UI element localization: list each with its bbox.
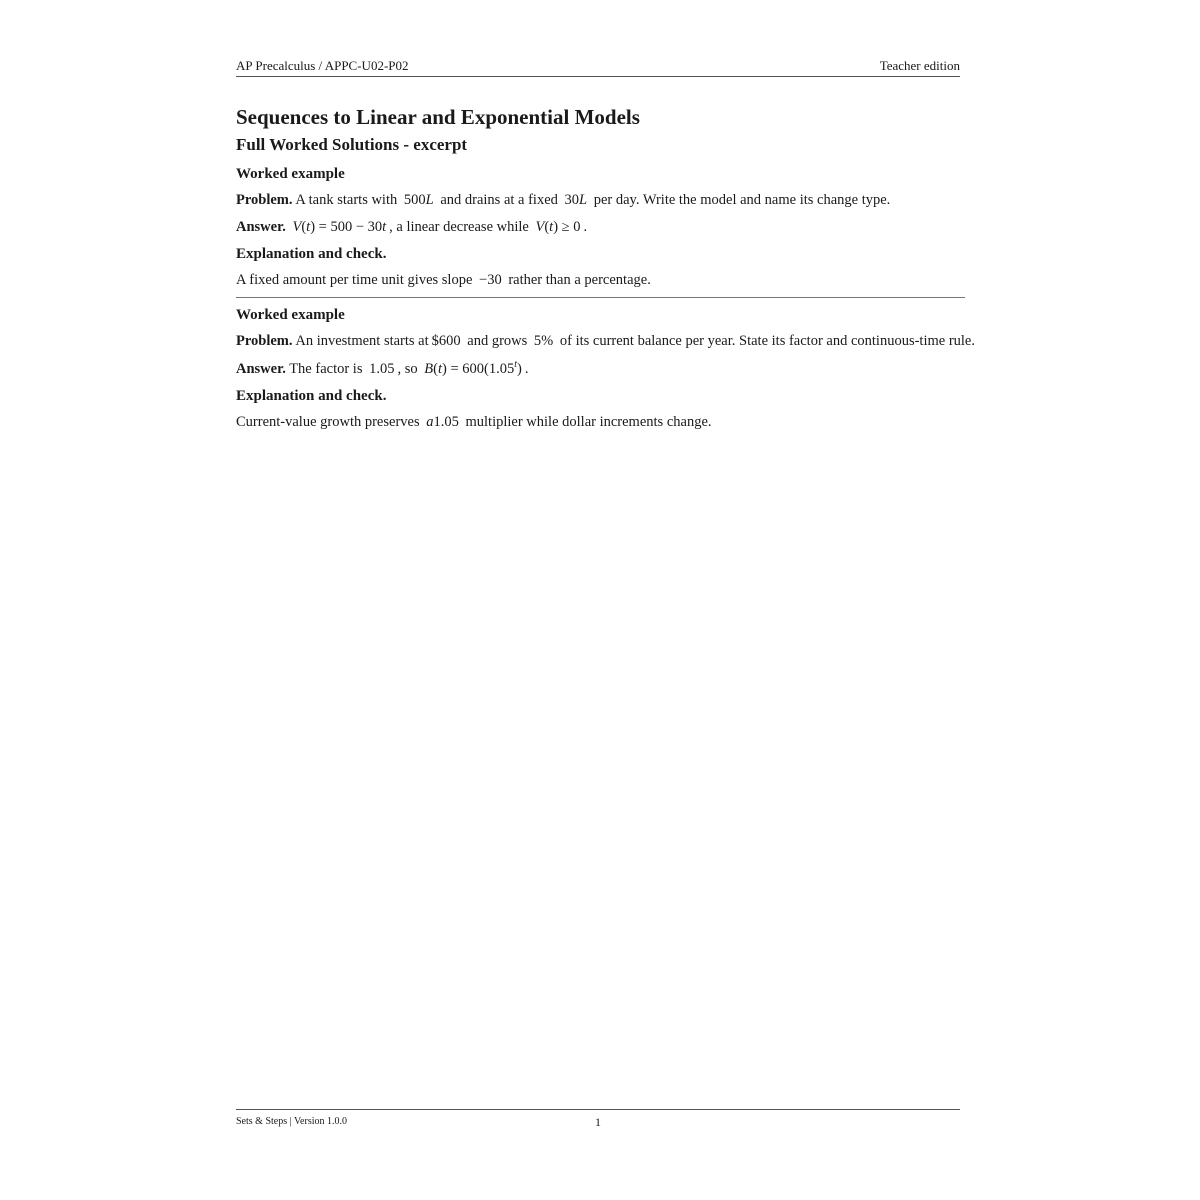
edition-label: Teacher edition — [879, 58, 960, 73]
problem-statement — [236, 331, 975, 352]
math-initial-volume: 500L — [403, 192, 434, 209]
answer-text: , a linear decrease while — [389, 219, 529, 236]
math-growth-factor: 1.05 — [369, 361, 395, 378]
explanation-text — [236, 270, 971, 291]
math-domain-condition: V(t) ≥ 0 — [535, 219, 581, 236]
answer-label: Answer. — [236, 361, 286, 378]
footer-version: Sets & Steps | Version 1.0.0 — [236, 1116, 347, 1127]
problem-text: An investment starts at — [295, 333, 429, 350]
answer-label: Answer. — [236, 219, 286, 236]
problem-label: Problem. — [236, 333, 293, 350]
page-number: 1 — [595, 1115, 601, 1129]
problem-text: and drains at a fixed — [440, 192, 558, 209]
worked-example-1 — [236, 164, 971, 291]
math-growth-rate: 5% — [533, 333, 554, 350]
worked-example-2 — [236, 305, 975, 433]
explanation-part: Current-value growth preserves — [236, 414, 420, 431]
section-divider — [236, 297, 965, 298]
example-heading: Worked example — [236, 307, 345, 324]
explanation-part: rather than a percentage. — [508, 272, 651, 289]
math-initial-investment: $600 — [431, 333, 461, 350]
explanation-part: multiplier while dollar increments change. — [465, 414, 712, 431]
explanation-part: A fixed amount per time unit gives slope — [236, 272, 473, 289]
problem-statement — [236, 190, 971, 211]
answer-statement — [236, 217, 971, 238]
running-header — [236, 58, 960, 77]
problem-text: A tank starts with — [295, 192, 398, 209]
problem-text: of its current balance per year. State its factor and continuous-time rule. — [559, 333, 975, 350]
answer-statement — [236, 358, 971, 380]
math-exponential-model: $B(t) = 600(1.05^t)$ — [424, 359, 522, 378]
page-subtitle: Full Worked Solutions - excerpt — [236, 135, 468, 155]
answer-text: The factor is — [289, 361, 363, 378]
problem-text: per day. Write the model and name its change type. — [593, 192, 891, 209]
explanation-heading: Explanation and check. — [236, 388, 387, 405]
problem-text: and grows — [467, 333, 528, 350]
answer-text: . — [583, 219, 588, 236]
explanation-heading: Explanation and check. — [236, 246, 387, 263]
math-drain-rate: 30L — [564, 192, 588, 209]
running-footer — [236, 1109, 960, 1127]
answer-text: . — [524, 361, 529, 378]
course-code: AP Precalculus / APPC-U02-P02 — [236, 58, 409, 73]
page-title: Sequences to Linear and Exponential Models — [236, 105, 640, 129]
problem-label: Problem. — [236, 192, 293, 209]
main-content — [236, 104, 975, 439]
example-heading: Worked example — [236, 166, 345, 183]
answer-text: , so — [397, 361, 418, 378]
math-multiplier: a1.05 — [426, 414, 459, 431]
explanation-text — [236, 412, 971, 433]
math-linear-model: V(t) = 500 − 30t — [292, 219, 387, 236]
math-slope: −30 — [479, 272, 502, 289]
